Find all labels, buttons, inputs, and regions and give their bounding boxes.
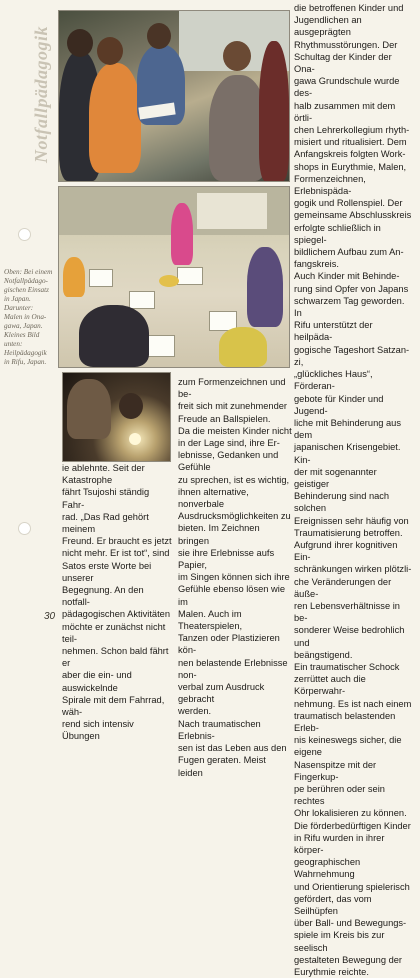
text-line: Ereignissen sehr häufig von [294, 515, 409, 526]
text-line: Nach traumatischen Erlebnis- [178, 718, 261, 741]
photo-detail [67, 379, 111, 439]
text-line: freit sich mit zunehmender [178, 401, 288, 412]
text-line: nehmung. Es ist nach einem [294, 698, 412, 709]
caption-line: in Rifu, Japan. [4, 358, 47, 366]
text-line: Traumatisierung betroffen. [294, 527, 403, 538]
photo-outdoor-group [58, 10, 290, 182]
text-line: beängstigend. [294, 649, 353, 660]
text-column-c [294, 2, 412, 978]
photo-detail [129, 291, 155, 309]
text-line: gebote für Kinder und Jugend- [294, 393, 384, 416]
text-line: Begegnung. An den notfall- [62, 585, 144, 608]
photo-detail [159, 275, 179, 287]
text-line: pe berühren oder sein rechtes [294, 784, 385, 807]
text-line: lebnisse, Gedanken und Gefühle [178, 450, 279, 473]
text-line: schränkungen wirken plötzli- [294, 564, 412, 575]
text-line: Behinderung sind nach solchen [294, 491, 390, 514]
text-line: Ein traumatischer Schock [294, 661, 400, 672]
text-line: Satos erste Worte bei unserer [62, 560, 152, 583]
photo-detail [219, 327, 267, 367]
caption-line: Kleines Bild [4, 331, 40, 339]
text-line: Eurythmie reichte. [294, 967, 369, 978]
text-line: spiele im Kreis bis zur seelisch [294, 930, 385, 953]
photo-detail [67, 29, 93, 57]
text-line: gemeinsame Abschlusskreis [294, 210, 412, 221]
text-line: gefördert, das vom Seilhüpfen [294, 893, 372, 917]
photo-detail [177, 267, 203, 285]
text-line: Nasenspitze mit der Fingerkup- [294, 759, 377, 782]
text-line: japanischen Krisengebiet. Kin- [294, 442, 401, 465]
text-line: „glückliches Haus“, Förderan- [294, 369, 373, 392]
text-line: möchte er zunächst nicht teil- [62, 621, 166, 644]
text-line: Die förderbedürftigen Kinder [294, 820, 411, 831]
text-line: chen Lehrerkollegium rhyth- [294, 125, 410, 136]
text-line: misiert und ritualisiert. Dem [294, 137, 407, 148]
section-title-text: Notfallpädagogik [30, 25, 51, 163]
text-line: Freund. Er braucht es jetzt [62, 536, 172, 547]
text-line: Aufgrund ihrer kognitiven Ein- [294, 539, 398, 563]
text-line: erfolgte schließlich in spiegel- [294, 222, 381, 245]
text-column-a [62, 462, 172, 743]
photo-detail [247, 247, 283, 327]
photo-detail [259, 41, 289, 181]
text-line: gogische Tageshort Satzan-zi, [294, 344, 410, 367]
page-number: 30 [44, 611, 56, 622]
text-line: traumatisch belastenden Erleb- [294, 710, 396, 733]
text-line: in Rifu wurden in ihrer körper- [294, 832, 385, 856]
text-line: Gefühle ebenso lösen wie im [178, 584, 285, 607]
text-line: nehmen. Schon bald fährt er [62, 646, 169, 669]
text-line: sie ihre Erlebnisse aufs Papier, [178, 547, 275, 571]
text-line: liche mit Behinderung aus dem [294, 417, 401, 441]
caption-line: gawa, Japan. [4, 322, 43, 330]
text-line: Da die meisten Kinder nicht [178, 425, 292, 436]
text-line: ihnen alternative, nonverbale [178, 486, 249, 510]
photo-detail [89, 269, 113, 287]
caption-line: gischen Einsatz [4, 286, 49, 294]
text-line: nis keineswegs sicher, die eigene [294, 735, 402, 758]
text-line: Anfangskreis folgten Work- [294, 149, 406, 160]
text-line: ren Lebensverhältnisse in be- [294, 600, 400, 624]
text-line: schwarzem Tag geworden. In [294, 295, 405, 319]
text-line: werden. [178, 706, 212, 717]
photo-detail [147, 23, 171, 49]
photo-detail [63, 257, 85, 297]
text-line: die betroffenen Kinder und [294, 3, 404, 13]
text-line: nicht mehr. Er ist tot“, sind [62, 548, 170, 559]
photo-detail [79, 305, 149, 367]
caption-line: Notfallpädago- [4, 277, 48, 285]
text-line: shops in Eurythmie, Malen, [294, 161, 407, 172]
text-line: bieten. Im Zeichnen bringen [178, 523, 260, 546]
text-line: über Ball- und Bewegungs- [294, 918, 407, 929]
caption-line: in Japan. [4, 295, 31, 303]
photo-detail [171, 203, 193, 265]
text-line: Jugendlichen an ausgeprägten [294, 15, 362, 38]
text-line: fährt Tsujoshi ständig Fahr- [62, 487, 150, 510]
caption-line: Darunter: [4, 304, 34, 312]
text-line: Auch Kinder mit Behinde- [294, 271, 400, 282]
text-line: halb zusammen mit dem örtli- [294, 100, 396, 123]
text-line: Tanzen oder Plastizieren kön- [178, 633, 280, 656]
text-line: zerrüttet auch die Körperwahr- [294, 674, 366, 697]
text-line: sonderer Weise bedrohlich und [294, 625, 405, 648]
text-line: zum Formenzeichnen und be- [178, 377, 286, 400]
text-line: in der Lage sind, ihre Er- [178, 438, 280, 449]
photo-classroom-painting [58, 186, 290, 368]
text-line: bildlichem Aufbau zum An- [294, 247, 404, 258]
text-line: aber die ein- und auswickelnde [62, 670, 132, 693]
text-line: geographischen Wahrnehmung [294, 857, 361, 880]
text-line: Fugen geraten. Meist leiden [178, 755, 266, 778]
photo-detail [97, 37, 123, 65]
text-line: und Orientierung spielerisch [294, 881, 410, 892]
text-line: fangskreis. [294, 259, 339, 270]
punch-hole [18, 522, 31, 535]
photo-detail [129, 433, 141, 445]
photo-detail [223, 41, 251, 71]
caption-line: Malen in Ona- [4, 313, 47, 321]
photo-caption [4, 268, 56, 367]
photo-candle [62, 372, 171, 462]
photo-detail [119, 393, 143, 419]
text-line: Rifu unterstützt der heilpäda- [294, 320, 373, 343]
punch-hole [18, 228, 31, 241]
text-line: pädagogischen Aktivitäten [62, 609, 171, 620]
text-line: Schultag der Kinder der Ona- [294, 51, 392, 75]
text-line: zu sprechen, ist es wichtig, [178, 474, 290, 485]
text-line: Spirale mit dem Fahrrad, wäh- [62, 694, 165, 718]
photo-detail [197, 193, 267, 229]
caption-line: Oben: Bei einem [4, 268, 53, 276]
text-line: Freude an Ballspielen. [178, 413, 271, 424]
text-column-b [178, 376, 292, 779]
caption-line: Heilpädagogik [4, 349, 47, 357]
text-line: Ohr lokalisieren zu können. [294, 808, 407, 819]
text-line: Ausdrucksmöglichkeiten zu [178, 511, 291, 522]
section-title [30, 8, 52, 180]
text-line: gawa Grundschule wurde des- [294, 76, 400, 99]
text-line: der mit sogenannter geistiger [294, 466, 377, 489]
text-line: Formenzeichnen, Erlebnispäda- [294, 173, 366, 197]
text-line: rend sich intensiv Übungen [62, 719, 134, 742]
photo-detail [89, 63, 141, 173]
text-line: rung sind Opfer von Japans [294, 283, 409, 294]
text-line: im Singen können sich ihre [178, 572, 290, 583]
text-line: verbal zum Ausdruck gebracht [178, 682, 265, 705]
text-line: sen ist das Leben aus den [178, 743, 287, 754]
caption-line: unten: [4, 340, 23, 348]
text-line: gestalteten Bewegung der [294, 954, 403, 965]
text-line: che Veränderungen der äuße- [294, 576, 392, 599]
text-line: Malen. Auch im Theaterspielen, [178, 608, 243, 632]
text-line: ie ablehnte. Seit der Katastrophe [62, 463, 145, 486]
text-line: rad. „Das Rad gehört meinem [62, 511, 149, 535]
text-line: gogik und Rollenspiel. Der [294, 198, 403, 209]
text-line: Rhythmusstörungen. Der [294, 39, 398, 50]
text-line: nen belastende Erlebnisse non- [178, 657, 288, 680]
